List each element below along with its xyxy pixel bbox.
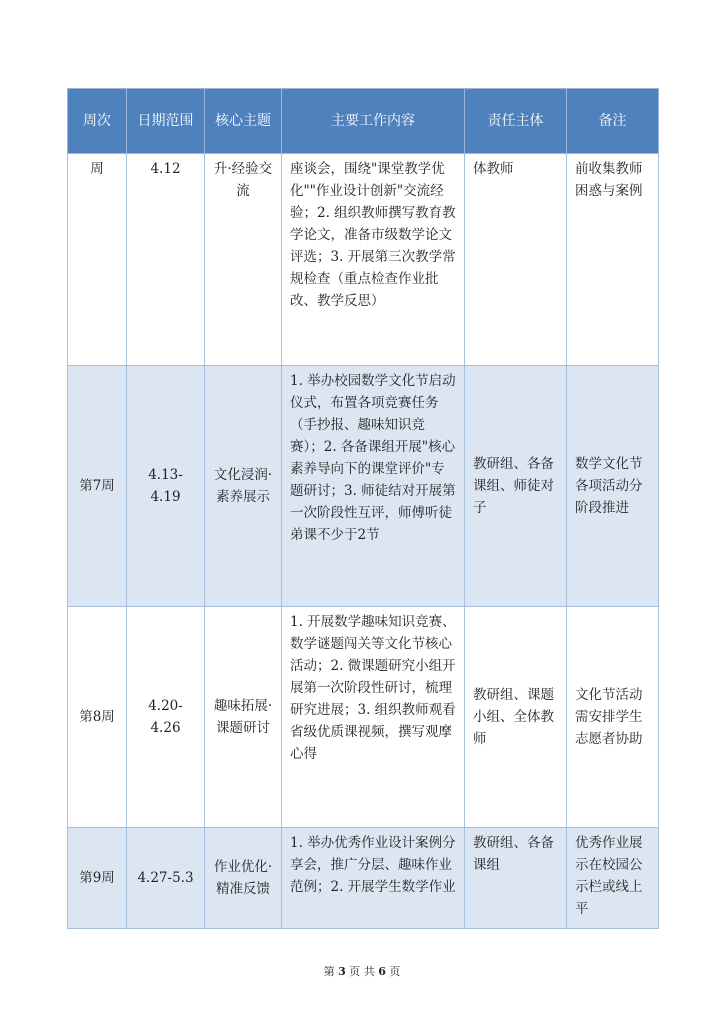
cell-owner: 体教师 [465, 154, 567, 366]
page-footer [0, 963, 724, 979]
cell-theme: 文化浸润·素养展示 [205, 366, 282, 607]
table-row [68, 607, 659, 828]
cell-owner: 教研组、课题小组、全体教师 [465, 607, 567, 828]
footer-suffix: 页 [389, 965, 401, 978]
header-responsible: 责任主体 [465, 89, 567, 154]
cell-note: 文化节活动需安排学生志愿者协助 [567, 607, 659, 828]
cell-theme: 作业优化·精准反馈 [205, 828, 282, 929]
footer-page-number: 3 [338, 965, 346, 978]
table-row [68, 154, 659, 366]
cell-content: 1. 举办优秀作业设计案例分享会，推广分层、趣味作业范例；2. 开展学生数学作业 [282, 828, 465, 929]
cell-week: 第7周 [68, 366, 127, 607]
cell-theme: 升·经验交流 [205, 154, 282, 366]
cell-owner: 教研组、各备课组、师徒对子 [465, 366, 567, 607]
cell-content: 1. 开展数学趣味知识竞赛、数学谜题闯关等文化节核心活动；2. 微课题研究小组开展第一次阶段性研讨，梳理研究进展；3. 组织教师观看省级优质课视频，撰写观摩心得 [282, 607, 465, 828]
cell-theme: 趣味拓展·课题研讨 [205, 607, 282, 828]
cell-date: 4.13-4.19 [127, 366, 205, 607]
header-week: 周次 [68, 89, 127, 154]
footer-prefix: 第 [323, 965, 335, 978]
table-row [68, 828, 659, 929]
cell-date: 4.12 [127, 154, 205, 366]
header-date-range: 日期范围 [127, 89, 205, 154]
table-header-row [68, 89, 659, 154]
cell-date: 4.20-4.26 [127, 607, 205, 828]
header-remarks: 备注 [567, 89, 659, 154]
schedule-table [67, 88, 659, 929]
footer-middle: 页 共 [349, 965, 375, 978]
footer-total-pages: 6 [378, 965, 386, 978]
cell-content: 座谈会，围绕"课堂教学优化""作业设计创新"交流经验；2. 组织教师撰写教育教学论文，准备市级数学论文评选；3. 开展第三次教学常规检查（重点检查作业批改、教学反思） [282, 154, 465, 366]
cell-content: 1. 举办校园数学文化节启动仪式，布置各项竞赛任务（手抄报、趣味知识竞赛）；2. 各备课组开展"核心素养导向下的课堂评价"专题研讨；3. 师徒结对开展第一次阶段性互评，师傅听徒弟课不少于2节 [282, 366, 465, 607]
cell-week: 第8周 [68, 607, 127, 828]
header-main-work: 主要工作内容 [282, 89, 465, 154]
schedule-table-wrapper [67, 88, 658, 929]
cell-week: 周 [68, 154, 127, 366]
cell-owner: 教研组、各备课组 [465, 828, 567, 929]
cell-note: 数学文化节各项活动分阶段推进 [567, 366, 659, 607]
cell-week: 第9周 [68, 828, 127, 929]
table-row [68, 366, 659, 607]
cell-date: 4.27-5.3 [127, 828, 205, 929]
cell-note: 前收集教师困惑与案例 [567, 154, 659, 366]
cell-note: 优秀作业展示在校园公示栏或线上平 [567, 828, 659, 929]
header-core-theme: 核心主题 [205, 89, 282, 154]
